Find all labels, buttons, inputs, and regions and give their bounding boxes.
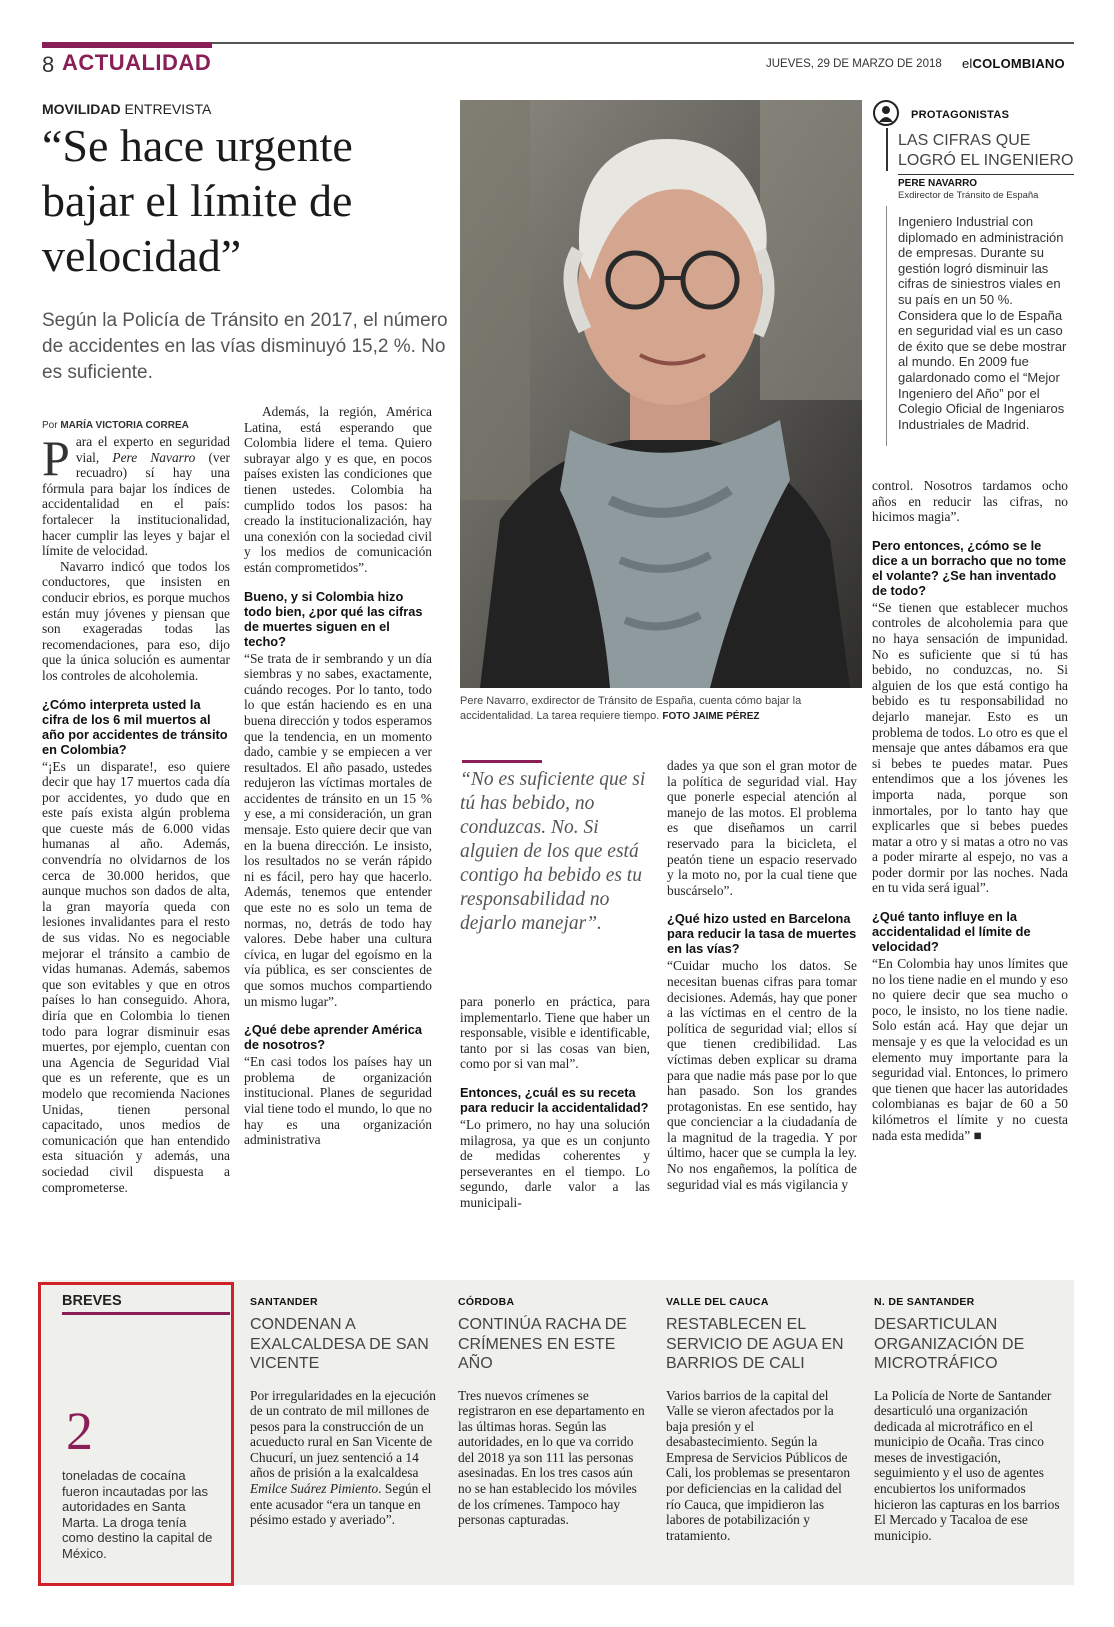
section-accent-bar <box>42 42 212 48</box>
brief-title: CONDENAN A EXALCALDESA DE SAN VICENTE <box>250 1316 429 1372</box>
brief-region: SANTANDER <box>250 1296 318 1308</box>
question: Pero entonces, ¿cómo se le dice a un borracho que no tome el volante? ¿Se han inventado de todo? <box>872 537 1067 598</box>
briefs-rule <box>62 1312 230 1315</box>
headline: “Se hace urgente bajar el límite de velocidad” <box>42 120 353 281</box>
kicker <box>42 101 211 117</box>
portrait-illustration <box>460 100 862 688</box>
interviewee-photo <box>460 100 862 688</box>
article-column-1 <box>42 430 230 1195</box>
question: Bueno, y si Colombia hizo todo bien, ¿por qué las cifras de muertes siguen en el techo? <box>244 588 423 649</box>
brief-region: N. DE SANTANDER <box>874 1296 975 1308</box>
sidebar-title: LAS CIFRAS QUE LOGRÓ EL INGENIERO <box>898 132 1074 169</box>
brief-item <box>458 1296 648 1528</box>
question: ¿Cómo interpreta usted la cifra de los 6 mil muertos al año por accidentes de tránsito en Colombia? <box>42 696 228 757</box>
brief-item <box>874 1296 1064 1543</box>
sidebar-person-role: Exdirector de Tránsito de España <box>898 190 1039 201</box>
person-glyph <box>875 102 897 124</box>
pull-quote-bar <box>462 760 542 763</box>
section-name: ACTUALIDAD <box>62 50 212 75</box>
answer: “En Colombia hay unos límites que no los tiene nadie en el mundo y eso no quiere decir que sea mucho o poco, le insisto, no los tiene nadie. Solo están acá. Hay que dejar un mensaje y es que la velocidad es un elemento muy importante para la seguridad vial. Entonces, lo primero que tienen que hacer las autoridades colombianas es bajar de 60 a 50 kilómetros el límite y no cuesta nada esta medida” ■ <box>872 956 1068 1143</box>
edition-date: JUEVES, 29 DE MARZO DE 2018 <box>766 58 942 70</box>
brief-item <box>666 1296 856 1543</box>
article-column-4 <box>667 758 857 1192</box>
sidebar-divider <box>898 174 1074 175</box>
photo-caption: Pere Navarro, exdirector de Tránsito de España, cuenta cómo bajar la accidentalidad. La tarea requiere tiempo. FOTO JAIME PÉREZ <box>460 695 802 722</box>
brief-title: RESTABLECEN EL SERVICIO DE AGUA EN BARRIOS DE CALI <box>666 1316 844 1372</box>
answer: “Lo primero, no hay una solución milagrosa, ya que es un conjunto de medidas coherentes y perseverantes en el tiempo. Lo segundo, darle valor a las municipali- <box>460 1116 650 1210</box>
interviewee-name: Pere Navarro <box>112 449 196 465</box>
end-mark: ■ <box>973 1127 982 1143</box>
article-column-5 <box>872 478 1068 1143</box>
page-number: 8 <box>42 52 55 77</box>
kicker-type: ENTREVISTA <box>120 101 212 117</box>
answer: “¡Es un disparate!, eso quiere decir que hay 17 muertos cada día por accidentes, yo dudo que en este país exista algún problema que cueste más de 6.000 vidas humanas al año. Además, convendría no olvidarnos de los cerca de 30.000 heridos, que aunque muchos son dados de alta, la gran mayoría queda con lesiones invalidantes para el resto de sus vidas. No es negociable mejorar el tránsito a cambio de vidas humanas. Además, sabemos que son evitables y que en otros países lo han conseguido. Ahora, diría que en Colombia lo tienen todo para lograr disminuir esas muertes, por ejemplo, cuentan con una Agencia de Seguridad Vial que es un referente, que es un modelo que recomienda Naciones Unidas, tienen personal capacitado, unos medios de comunicación que han entendido esta situación y además, una sociedad civil dispuesta a comprometerse. <box>42 758 230 1195</box>
question: Entonces, ¿cuál es su receta para reducir la accidentalidad? <box>460 1084 649 1115</box>
brief-region: VALLE DEL CAUCA <box>666 1296 769 1308</box>
sidebar-label: PROTAGONISTAS <box>911 109 1010 121</box>
answer: “Se tienen que establecer muchos controles de alcoholemia para que no haya sensación de impunidad. No es suficiente que si tú has bebido, no conduzcas, no. Si alguien de los que está contigo ha bebido es tu responsabilidad no dejarlo manejar. Esto es un problema de todos. Lo otro es que el mensaje que antes dábamos era que si bebes te puedes matar. Pues entendimos que a los jóvenes les importa nada, porque son inmortales, por lo tanto hay que explicarles que si bebes puedes matar a otro y si matas a otro no vas a poder mirarte al espejo, no vas a poder dormir por las noches. Nada en tu vida será igual”. <box>872 599 1068 896</box>
article-column-3 <box>460 994 650 1211</box>
newspaper-logo <box>962 56 1065 71</box>
brief-body: Tres nuevos crímenes se registraron en ese departamento en las últimas horas. Según las autoridades, en lo que va corrido del 2018 ya son 111 las personas asesinadas. En los tres casos aún no se han establecido los móviles de los crímenes. Tampoco hay personas capturadas. <box>458 1387 645 1528</box>
brief-item <box>250 1296 440 1528</box>
deck: Según la Policía de Tránsito en 2017, el número de accidentes en las vías disminuyó 15,2 %. No es suficiente. <box>42 310 448 383</box>
question: ¿Qué tanto influye en la accidentalidad el límite de velocidad? <box>872 909 1031 955</box>
article-column-2 <box>244 404 432 1148</box>
photo-credit: FOTO JAIME PÉREZ <box>662 711 760 722</box>
paragraph: Navarro indicó que todos los conductores, que insisten en conducir ebrios, es porque muchos están muy jóvenes y piensan que son exageradas todas las recomendaciones, para eso, dijo que la única solución es aumentar los controles de alcoholemia. <box>42 558 230 683</box>
paragraph: Para el experto en seguridad vial, Pere Navarro (ver recuadro) sí hay una fórmula para bajar los índices de accidentalidad en el país: fortalecer la institucionalidad, hacer cumplir las leyes y bajar el límite de velocidad. <box>42 430 230 559</box>
pull-quote: “No es suficiente que si tú has bebido, no conduzcas. No. Si alguien de los que está contigo ha bebido es tu responsabilidad no dejarlo manejar”. <box>460 769 646 934</box>
byline-author: MARÍA VICTORIA CORREA <box>60 420 189 431</box>
sidebar-bio: Ingeniero Industrial con diplomado en administración de empresas. Durante su gestión logró disminuir las cifras de siniestros viales en su país en un 50 %. Considera que lo de España en seguridad vial es un caso de éxito que se debe mostrar al mundo. En 2009 fue galardonado como el “Mejor Ingeniero del Año” por el Colegio Oficial de Ingeniaros Industriales de Madrid. <box>898 214 1067 432</box>
answer: “En casi todos los países hay un problema de organización institucional. Planes de seguridad vial tiene todo el mundo, lo que no hay es una organización administrativa <box>244 1054 432 1148</box>
paragraph: Además, la región, América Latina, está esperando que Colombia lidere el tema. Quiero subrayar algo y es que, en pocos países existen las condiciones que tienen ustedes. Colombia ha cumplido todos los pasos: ha creado la institucionalización, hay una conexión con la sociedad civil y los medios de comunicación están comprometidos”. <box>244 404 432 575</box>
brief-body: Por irregularidades en la ejecución de un contrato de mil millones de pesos para la construcción de un acueducto rural en San Vicente de Chucurí, un juez sentenció a 14 años de prisión a la exalcaldesa Emilce Suárez Pimiento. Según el ente acusador “era un tanque en pésimo estado y averiado”. <box>250 1387 436 1528</box>
brief-title: DESARTICULAN ORGANIZACIÓN DE MICROTRÁFICO <box>874 1316 1025 1372</box>
byline: Por MARÍA VICTORIA CORREA <box>42 420 189 431</box>
brief-body: La Policía de Norte de Santander desarticuló una organización dedicada al microtráfico en el municipio de Ocaña. Tras cinco meses de investigación, seguimiento y el uso de agentes encubiertos los uniformados hicieron las capturas en los barrios El Mercado y Tacaloa de ese municipio. <box>874 1387 1060 1543</box>
briefs-label: BREVES <box>62 1293 122 1309</box>
kicker-topic: MOVILIDAD <box>42 101 121 117</box>
question: ¿Qué hizo usted en Barcelona para reducir la tasa de muertes en las vías? <box>667 911 857 957</box>
logo-name: COLOMBIANO <box>972 56 1065 71</box>
sidebar-person-name: PERE NAVARRO <box>898 178 978 189</box>
answer: “Cuidar mucho los datos. Se necesitan buenas cifras para tomar decisiones. Además, hay que poner a las víctimas en el centro de la política de seguridad vial; ellos sí que tienen credibilidad. Las víctimas deben explicar su drama para que nadie más pase por lo que han pasado. Son los grandes protagonistas. En ese sentido, hay que concienciar a la ciudadanía de la magnitud de la tragedia. Y por último, hacer que se cumpla la ley. No nos engañemos, la política de seguridad vial es más vigilancia y <box>667 958 857 1192</box>
brief-title: CONTINÚA RACHA DE CRÍMENES EN ESTE AÑO <box>458 1316 627 1372</box>
question: ¿Qué debe aprender América de nosotros? <box>244 1022 423 1053</box>
paragraph: para ponerlo en práctica, para implementarlo. Tiene que haber un responsable, visible e identificable, tanto por si las cosas van bien, como por si van mal”. <box>460 994 650 1072</box>
sidebar-vertical-rule <box>886 128 888 171</box>
paragraph: dades ya que son el gran motor de la política de seguridad vial. Hay que ponerle especial atención al manejo de las motos. El problema es que diseñamos un carril reservado para la bicicleta, el peatón tiene un espacio reservado y la moto no, por la cual tiene que buscárselo”. <box>667 758 857 898</box>
answer: “Se trata de ir sembrando y un día siembras y no sabes, exactamente, cuándo recoges. Por lo tanto, todo lo que están haciendo es en una buena dirección y todos esperamos que la tendencia, en un momento dado, cambie y se empiecen a ver resultados. El año pasado, ustedes redujeron las víctimas mortales de accidentes de tránsito en un 15 % y ese, a mi consideración, un gran mensaje. Esto quiere decir que van en la buena dirección. Le insisto, los resultados no se verán rápido ni es fácil, pero hay que hacerlo. Además, tenemos que entender que este no es solo un tema de normas, no, detrás de todo hay valores. Debe haber una cultura cívica, en lugar del egoísmo en la vía pública, es ser conscientes de que somos muchos compartiendo un mismo lugar”. <box>244 650 432 1009</box>
logo-prefix: el <box>962 56 973 71</box>
paragraph: control. Nosotros tardamos ocho años en reducir las cifras, no hicimos magia”. <box>872 478 1068 525</box>
brief-body: Varios barrios de la capital del Valle se vieron afectados por la baja presión y el desabastecimiento. Según la Empresa de Servicios Públicos de Cali, los problemas se presentaron por deficiencias en la calidad del río Cauca, que impidieron las labores de potabilización y tratamiento. <box>666 1387 851 1543</box>
briefs-figure: 2 <box>66 1401 93 1461</box>
person-icon <box>873 100 899 126</box>
briefs-figure-text: toneladas de cocaína fueron incautadas por las autoridades en Santa Marta. La droga tenía como destino la capital de México. <box>62 1468 213 1561</box>
brief-region: CÓRDOBA <box>458 1296 515 1308</box>
drop-cap: P <box>42 430 70 486</box>
